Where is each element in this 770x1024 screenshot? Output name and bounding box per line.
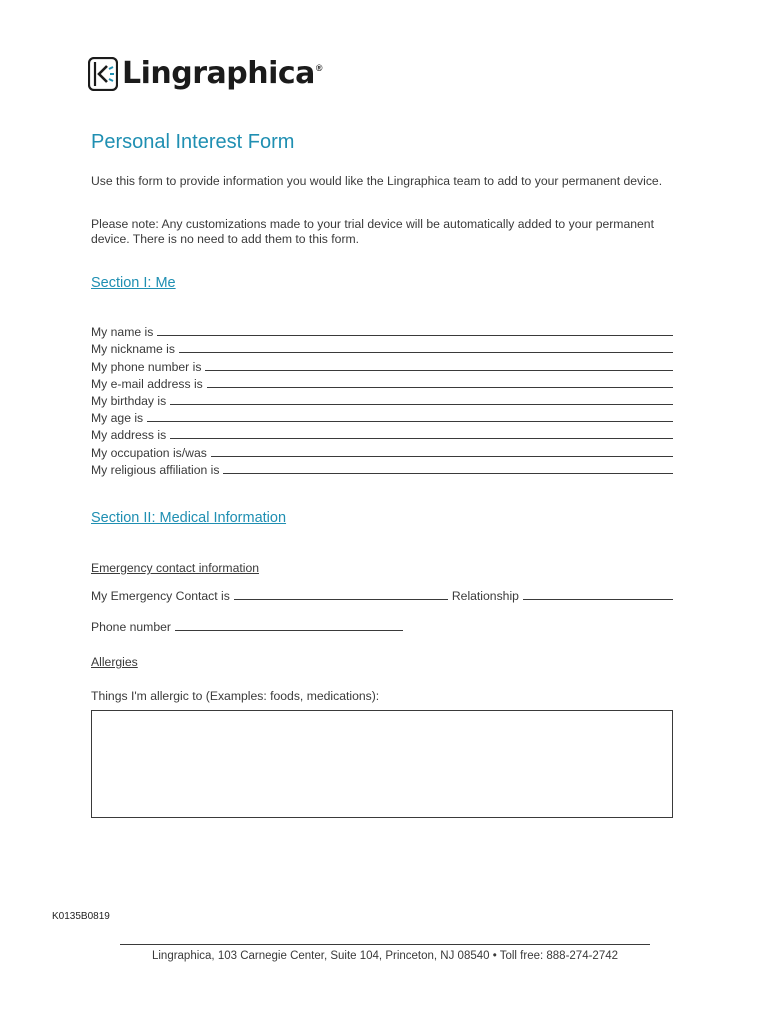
field-label: My religious affiliation is <box>91 462 220 477</box>
age-field[interactable] <box>91 408 673 425</box>
nickname-field[interactable] <box>91 339 673 356</box>
logo-text: Lingraphica <box>122 56 315 91</box>
section-heading-medical: Section II: Medical Information <box>91 510 287 526</box>
field-label: My nickname is <box>91 342 175 357</box>
fill-line[interactable] <box>211 456 673 457</box>
fill-line[interactable] <box>170 438 673 439</box>
name-field[interactable] <box>91 322 673 339</box>
form-code: K0135B0819 <box>52 911 110 922</box>
emergency-contact-label: My Emergency Contact is <box>91 589 230 603</box>
phone-number-field[interactable] <box>175 630 403 631</box>
fill-line[interactable] <box>147 421 673 422</box>
field-label: My birthday is <box>91 393 167 408</box>
fill-line[interactable] <box>157 335 673 336</box>
birthday-field[interactable] <box>91 391 673 408</box>
intro-text: Use this form to provide information you would like the Lingraphica team to add to your permanent device. <box>91 174 663 188</box>
personal-fields <box>91 322 673 477</box>
footer-address: Lingraphica, 103 Carnegie Center, Suite 104, Princeton, NJ 08540 • Toll free: 888-274-2742 <box>151 950 619 962</box>
field-label: My e-mail address is <box>91 376 203 391</box>
occupation-field[interactable] <box>91 442 673 459</box>
lingraphica-logo-icon <box>88 57 118 91</box>
religious-affiliation-field[interactable] <box>91 460 673 477</box>
relationship-label: Relationship <box>451 589 519 603</box>
address-field[interactable] <box>91 425 673 442</box>
allergy-input-box[interactable] <box>91 710 673 818</box>
field-label: My phone number is <box>91 359 202 374</box>
allergies-heading: Allergies <box>91 655 138 669</box>
logo <box>88 57 323 91</box>
note-text: Please note: Any customizations made to your trial device will be automatically added to your permanent device. There is no need to add them to this form. <box>91 217 654 246</box>
relationship-field[interactable] <box>523 599 673 600</box>
fill-line[interactable] <box>170 404 673 405</box>
email-field[interactable] <box>91 374 673 391</box>
field-label: My address is <box>91 428 167 443</box>
registered-icon: ® <box>315 63 323 73</box>
phone-field[interactable] <box>91 356 673 373</box>
allergy-prompt: Things I'm allergic to (Examples: foods, medications): <box>91 689 380 703</box>
fill-line[interactable] <box>207 387 673 388</box>
field-label: My age is <box>91 411 144 426</box>
emergency-contact-row <box>91 589 673 603</box>
phone-number-row <box>91 620 403 634</box>
footer-divider <box>120 944 650 945</box>
emergency-contact-field[interactable] <box>234 599 448 600</box>
phone-number-label: Phone number <box>91 620 171 634</box>
fill-line[interactable] <box>205 370 673 371</box>
emergency-contact-heading: Emergency contact information <box>91 561 259 575</box>
field-label: My occupation is/was <box>91 445 207 460</box>
fill-line[interactable] <box>223 473 673 474</box>
fill-line[interactable] <box>179 352 673 353</box>
field-label: My name is <box>91 325 154 340</box>
section-heading-me: Section I: Me <box>91 275 176 291</box>
page-title: Personal Interest Form <box>91 131 295 153</box>
